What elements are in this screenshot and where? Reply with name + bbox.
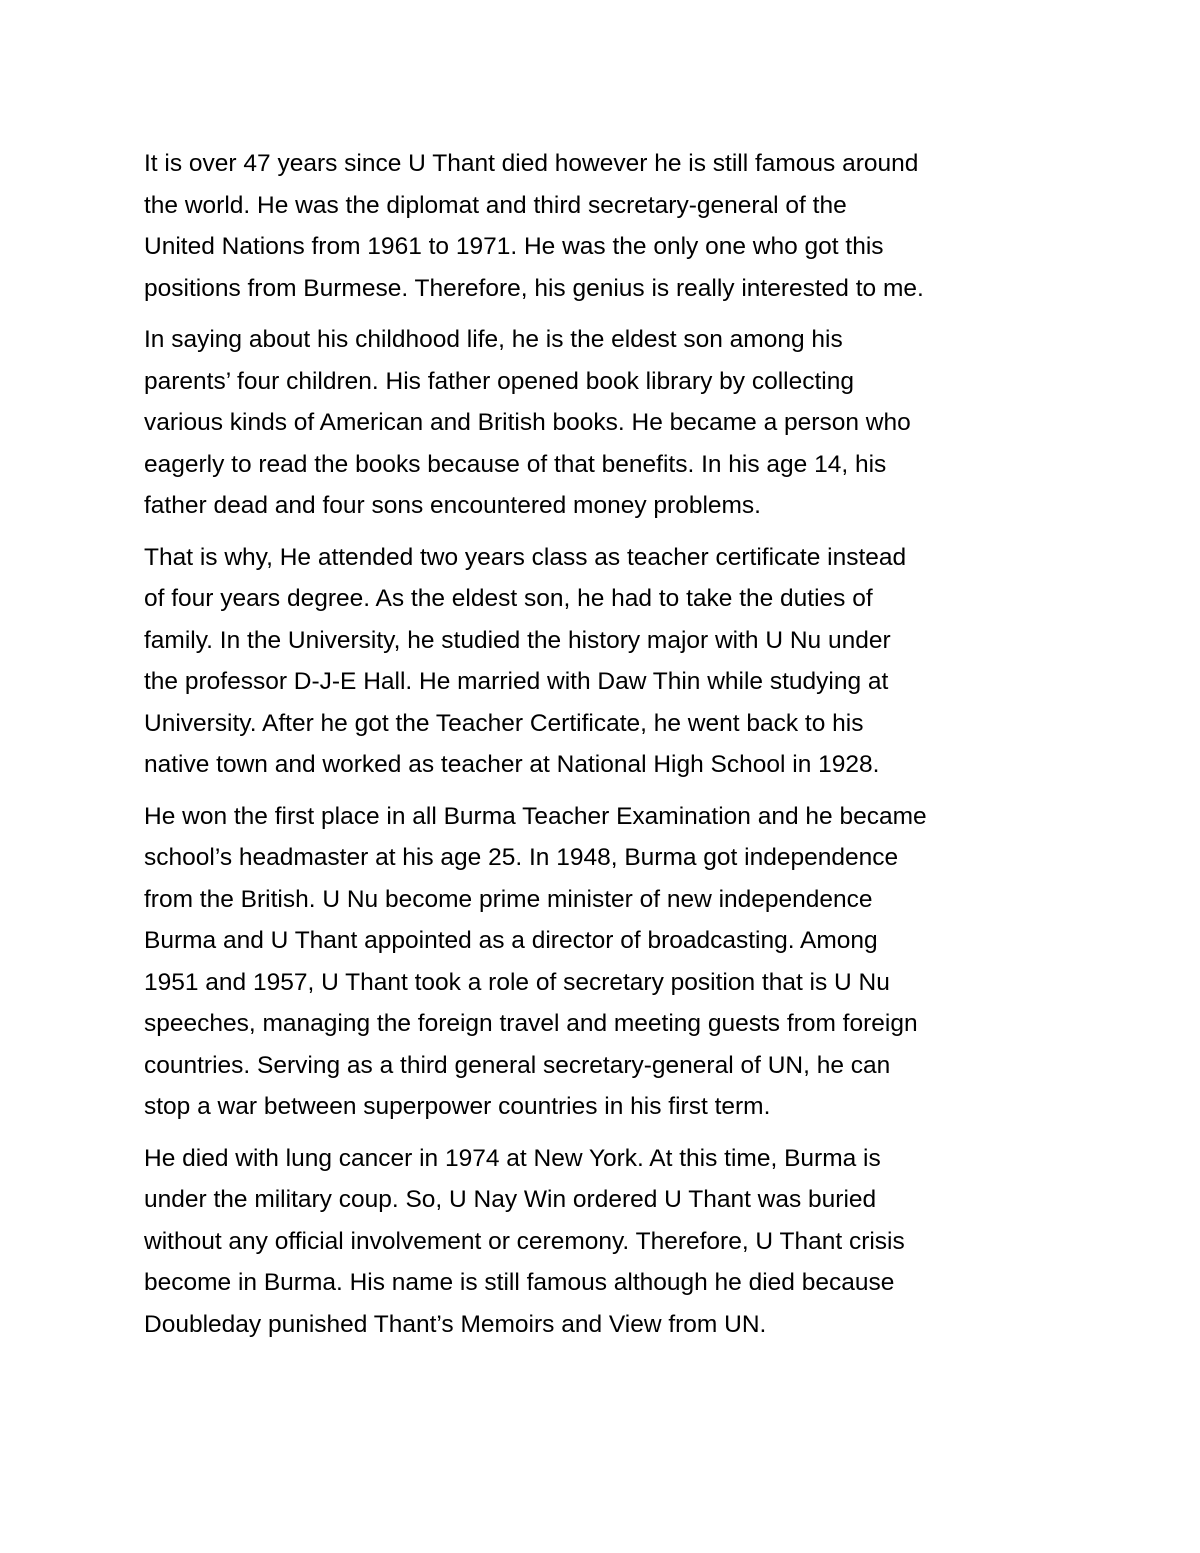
text-line: Burma and U Thant appointed as a director of broadcasting. Among: [144, 927, 878, 954]
text-line: become in Burma. His name is still famous although he died because: [144, 1269, 895, 1296]
text-line: 1951 and 1957, U Thant took a role of secretary position that is U Nu: [144, 968, 890, 996]
paragraph-5: [144, 1138, 1064, 1346]
text-line: various kinds of American and British books. He became a person who: [144, 409, 911, 436]
text-line: the world. He was the diplomat and third secretary-general of the: [144, 191, 847, 219]
paragraph-3: [144, 537, 1064, 786]
text-line: under the military coup. So, U Nay Win ordered U Thant was buried: [144, 1186, 877, 1213]
text-line: He won the first place in all Burma Teacher Examination and he became: [144, 802, 927, 830]
paragraph-1: [144, 143, 1064, 309]
text-line: He died with lung cancer in 1974 at New York. At this time, Burma is: [144, 1144, 881, 1172]
document-body: [144, 143, 1064, 1355]
text-line: positions from Burmese. Therefore, his genius is really interested to me.: [144, 274, 924, 302]
text-line: from the British. U Nu become prime minister of new independence: [144, 885, 873, 913]
text-line: eagerly to read the books because of that benefits. In his age 14, his: [144, 450, 887, 478]
text-line: of four years degree. As the eldest son, he had to take the duties of: [144, 585, 873, 612]
text-line: family. In the University, he studied the history major with U Nu under: [144, 626, 891, 654]
text-line: school’s headmaster at his age 25. In 1948, Burma got independence: [144, 844, 899, 871]
text-line: stop a war between superpower countries in his first term.: [144, 1093, 771, 1120]
text-line: University. After he got the Teacher Certificate, he went back to his: [144, 709, 864, 737]
text-line: without any official involvement or ceremony. Therefore, U Thant crisis: [144, 1227, 905, 1255]
text-line: That is why, He attended two years class as teacher certificate instead: [144, 543, 907, 571]
text-line: Doubleday punished Thant’s Memoirs and View from UN.: [144, 1310, 767, 1338]
text-line: parents’ four children. His father opened book library by collecting: [144, 367, 854, 395]
text-line: countries. Serving as a third general secretary-general of UN, he can: [144, 1051, 891, 1079]
text-line: speeches, managing the foreign travel and meeting guests from foreign: [144, 1010, 918, 1037]
paragraph-2: [144, 319, 1064, 527]
text-line: In saying about his childhood life, he is the eldest son among his: [144, 326, 843, 353]
paragraph-4: [144, 796, 1064, 1128]
text-line: father dead and four sons encountered money problems.: [144, 492, 761, 519]
text-line: United Nations from 1961 to 1971. He was the only one who got this: [144, 233, 884, 260]
text-line: native town and worked as teacher at National High School in 1928.: [144, 751, 880, 778]
text-line: It is over 47 years since U Thant died however he is still famous around: [144, 150, 919, 177]
text-line: the professor D-J-E Hall. He married with Daw Thin while studying at: [144, 668, 889, 695]
